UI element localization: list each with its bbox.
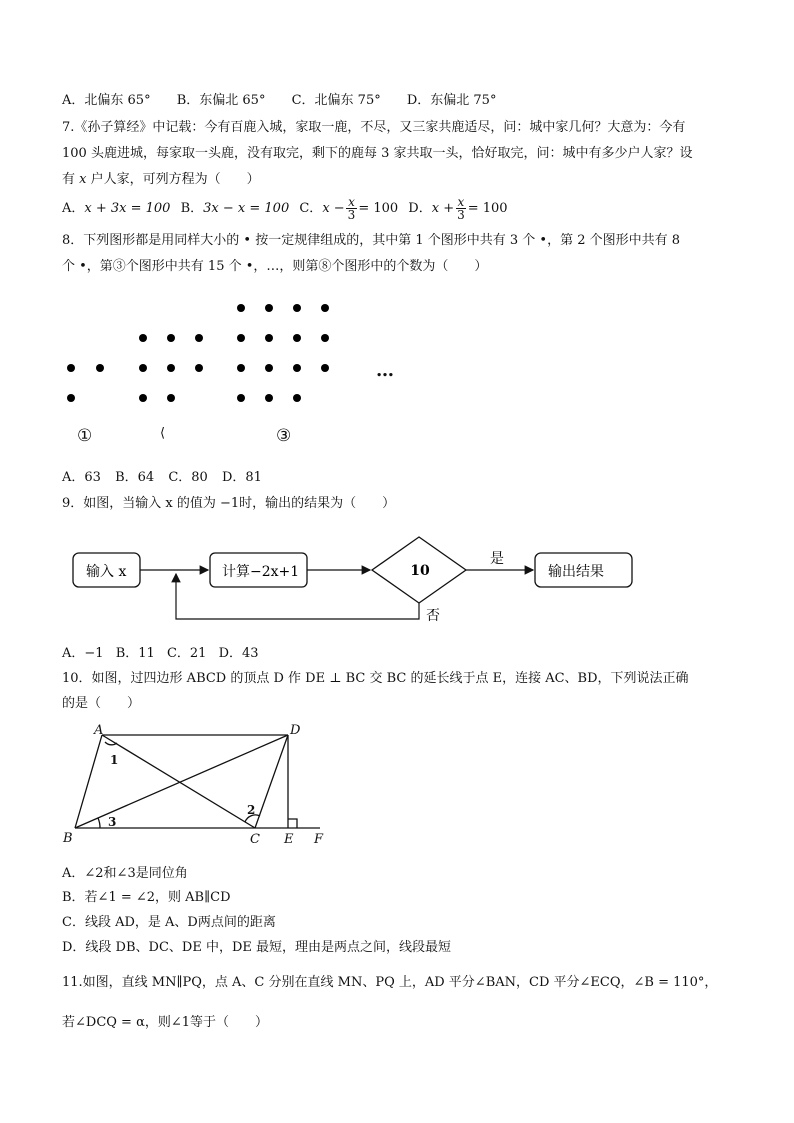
q9-option-a: A．−1	[62, 646, 104, 661]
q8-stem-line1: 8．下列图形都是用同样大小的 • 按一定规律组成的，其中第 1 个图形中共有 3 个 •，第 2 个图形中共有 8	[62, 233, 681, 248]
q7-option-b: B．3x − x = 100	[180, 201, 290, 216]
q7-stem-line2: 100 头鹿进城，每家取一头鹿，没有取完，剩下的鹿每 3 家共取一头，恰好取完，问：城中有多少户人家？设	[62, 146, 693, 161]
q11-stem-line2: 若∠DCQ = α，则∠1等于（ ）	[62, 1015, 269, 1030]
decision-label: 10	[410, 563, 430, 579]
q10-stem-line1: 10．如图，过四边形 ABCD 的顶点 D 作 DE ⊥ BC 交 BC 的延长线于点 E，连接 AC、BD，下列说法正确	[62, 671, 689, 686]
compute-box-label: 计算−2x+1	[222, 564, 300, 580]
angle-label-3: 3	[108, 815, 117, 829]
q8-option-a: A．63	[62, 470, 101, 485]
input-box-label: 输入 x	[86, 564, 127, 580]
point-label-E: E	[284, 832, 294, 847]
angle-label-2: 2	[247, 803, 256, 817]
q10-option-c: C．线段 AD，是 A、D两点间的距离	[62, 915, 276, 930]
q9-option-d: D．43	[218, 646, 259, 661]
point-label-D: D	[290, 723, 301, 738]
yes-label: 是	[490, 551, 504, 567]
q8-stem-line2: 个 •，第③个图形中共有 15 个 •，…，则第⑧个图形中的个数为（ ）	[62, 259, 488, 274]
q8-option-d: D．81	[221, 470, 262, 485]
q11-stem-line1: 11.如图，直线 MN∥PQ，点 A、C 分别在直线 MN、PQ 上，AD 平分∠BAN，CD 平分∠ECQ，∠B = 110°，	[62, 975, 718, 990]
q8-option-b: B．64	[115, 470, 155, 485]
output-box-label: 输出结果	[548, 564, 604, 580]
q6-option-c: C．北偏东 75°	[291, 93, 381, 108]
q6-option-a: A．北偏东 65°	[62, 93, 151, 108]
q6-option-d: D．东偏北 75°	[406, 93, 497, 108]
q9-options	[62, 644, 267, 664]
q9-option-c: C．21	[166, 646, 207, 661]
angle-label-1: 1	[110, 753, 119, 767]
q9-option-b: B．11	[115, 646, 155, 661]
q10-stem-line2: 的是（ ）	[62, 696, 141, 711]
figure-label-1: ①	[77, 426, 93, 446]
no-label: 否	[426, 608, 440, 624]
q7-option-a: A．x + 3x = 100	[62, 201, 171, 216]
q7-option-c: C．x − $\frac{x}{3}$ = 100	[299, 195, 399, 222]
figure-label-3: ③	[276, 426, 292, 446]
figure-label-2: ⟨	[160, 426, 166, 441]
q8-option-c: C．80	[168, 470, 208, 485]
q7-stem-line1: 7.《孙子算经》中记载：今有百鹿入城，家取一鹿，不尽，又三家共鹿适尽，问：城中家几何？大意为：今有	[62, 120, 686, 135]
q10-option-a: A．∠2和∠3是同位角	[62, 866, 188, 881]
q10-option-d: D．线段 DB、DC、DE 中，DE 最短，理由是两点之间，线段最短	[62, 940, 451, 955]
point-label-F: F	[314, 832, 324, 847]
point-label-B: B	[63, 831, 73, 846]
q7-option-d: D．x + $\frac{x}{3}$ = 100	[408, 195, 508, 222]
q10-option-b: B．若∠1 = ∠2，则 AB∥CD	[62, 890, 231, 905]
q6-option-b: B．东偏北 65°	[176, 93, 266, 108]
point-label-A: A	[94, 723, 104, 738]
q9-stem: 9．如图，当输入 x 的值为 −1时，输出的结果为（ ）	[62, 496, 396, 511]
q7-variable: x	[79, 172, 87, 187]
q8-ellipsis: …	[376, 360, 395, 381]
q7-stem-line3: 有 x 户人家，可列方程为（ ）	[62, 172, 260, 187]
point-label-C: C	[250, 832, 260, 847]
